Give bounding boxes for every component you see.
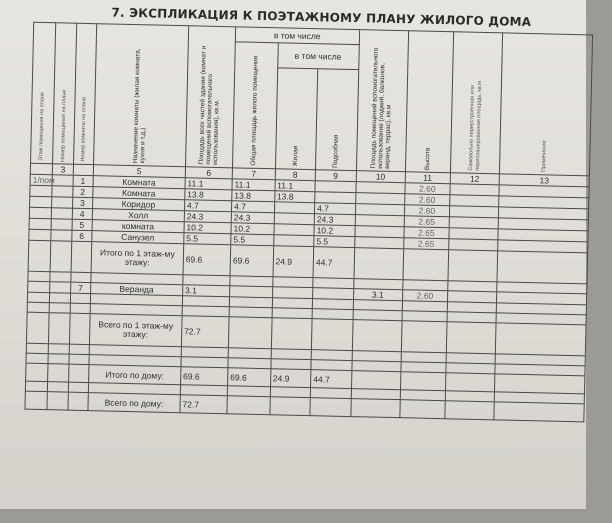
table-row: 4 Холл 24.3 24.3 24.3 2.65 bbox=[29, 207, 588, 231]
header-living: Жилая bbox=[275, 68, 318, 170]
subtotal-row: Итого по 1 этаж-му этажу: 69.6 69.6 24.9 44.7 bbox=[28, 240, 588, 284]
house-all-row: Всего по дому: 72.7 bbox=[25, 391, 584, 422]
header-utility: Подсобная bbox=[316, 69, 359, 171]
header-height: Высота bbox=[405, 31, 453, 173]
header-note: Примечание bbox=[500, 33, 593, 176]
explication-table bbox=[24, 22, 593, 423]
table-row: 7 Веранда 3.1 3.1 2.60 bbox=[28, 281, 587, 305]
total-floor-row: Всего по 1 этаж-му этажу: 72.7 bbox=[26, 312, 586, 356]
table-row: 1/пом 1 Комната 11.1 11.1 11.1 2.60 bbox=[30, 174, 589, 198]
header-living-total: Общая площадь жилого помещения bbox=[232, 42, 277, 169]
header-room-number: Номер помещения на плане bbox=[53, 23, 76, 164]
header-room-num-plan: Номер комнаты на плане bbox=[73, 23, 96, 164]
header-group-in-total-2: в том числе bbox=[277, 43, 358, 70]
table-row: 2 Комната 13.8 13.8 13.8 2.60 bbox=[30, 185, 589, 209]
header-unauthorized-area: Самовольно переустроенная или перепланированная площадь, кв.м bbox=[450, 32, 503, 174]
table-row: 3 Коридор 4.7 4.7 4.7 2.60 bbox=[30, 196, 589, 220]
header-aux-area: Площадь помещений вспомогательного использования (лоджий, балконов, веранд, террас), кв.м bbox=[356, 30, 409, 172]
document-title: 7. ЭКСПЛИКАЦИЯ К ПОЭТАЖНОМУ ПЛАНУ ЖИЛОГО ДОМА bbox=[111, 5, 532, 30]
header-floor: Этаж помещения на плане bbox=[31, 22, 57, 163]
table-row: 6 Санузел 5.5 5.5 5.5 2.65 bbox=[29, 229, 588, 253]
header-room-purpose: Назначение комнаты (жилая комната, кухня и т.д.) bbox=[93, 24, 188, 167]
column-number-row: 3 5 6 7 8 9 10 11 12 13 bbox=[30, 163, 589, 187]
table-row: 5 комната 10.2 10.2 10.2 2.65 bbox=[29, 218, 588, 242]
house-total-row: Итого по дому: 69.6 69.6 24.9 44.7 bbox=[26, 363, 585, 394]
header-total-area: Площадь всех частей здания (комнат и помещений вспомогательного использования), кв.м. bbox=[185, 26, 235, 168]
header-group-in-total: в том числе bbox=[235, 27, 359, 45]
